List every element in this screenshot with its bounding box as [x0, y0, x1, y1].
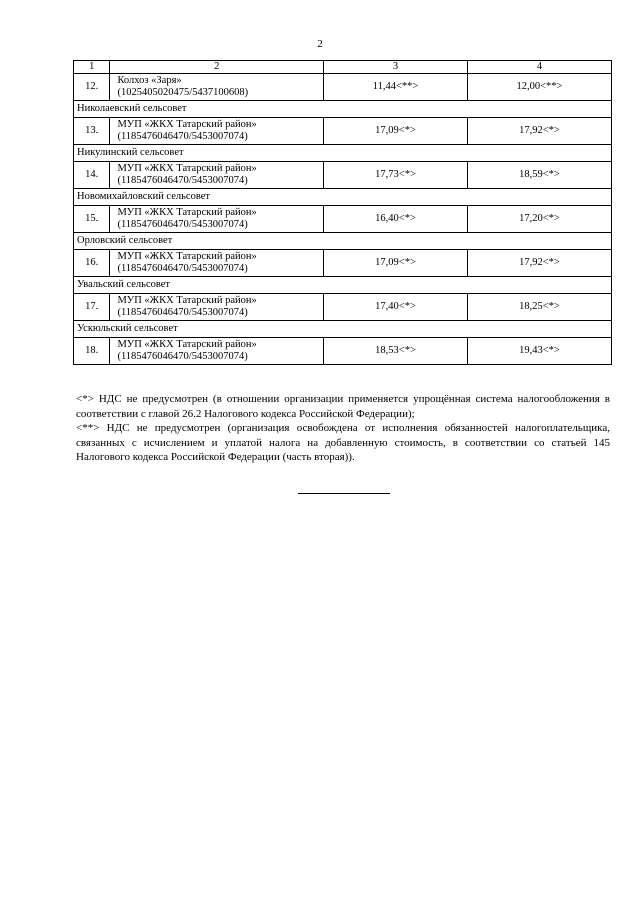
tariff-value-col4: 18,59<*>	[468, 161, 612, 188]
table-row	[74, 293, 612, 320]
row-number: 14.	[74, 161, 110, 188]
table-row	[74, 337, 612, 364]
section-header-row	[74, 276, 612, 293]
tariff-value-col4: 17,92<*>	[468, 117, 612, 144]
row-number: 13.	[74, 117, 110, 144]
table-header-row	[74, 61, 612, 74]
table-row	[74, 117, 612, 144]
footnote-single-star: <*> НДС не предусмотрен (в отношении организации применяется упрощённая система налогообложения в соответствии с главой 26.2 Налогового кодекса Российской Федерации);	[76, 393, 610, 420]
tariff-value-col3: 11,44<**>	[324, 73, 468, 100]
organization-name: Колхоз «Заря»	[117, 75, 182, 86]
section-name: Никулинский сельсовет	[74, 144, 612, 161]
organization-name: МУП «ЖКХ Татарский район»	[117, 339, 257, 350]
table-row	[74, 249, 612, 276]
organization-cell	[110, 205, 324, 232]
header-cell-3: 3	[324, 61, 468, 74]
table-row	[74, 161, 612, 188]
organization-codes: (1185476046470/5453007074)	[117, 218, 248, 230]
tariff-value-col4: 18,25<*>	[468, 293, 612, 320]
organization-codes: (1025405020475/5437100608)	[117, 86, 249, 98]
organization-cell	[110, 117, 324, 144]
organization-codes: (1185476046470/5453007074)	[117, 262, 248, 274]
footnotes	[76, 392, 610, 465]
section-name: Николаевский сельсовет	[74, 100, 612, 117]
tariff-value-col4: 17,20<*>	[468, 205, 612, 232]
tariff-value-col3: 17,09<*>	[324, 117, 468, 144]
organization-codes: (1185476046470/5453007074)	[117, 306, 248, 318]
section-name: Увальский сельсовет	[74, 276, 612, 293]
organization-codes: (1185476046470/5453007074)	[117, 130, 248, 142]
tariff-value-col4: 12,00<**>	[468, 73, 612, 100]
row-number: 15.	[74, 205, 110, 232]
tariff-value-col3: 18,53<*>	[324, 337, 468, 364]
organization-cell	[110, 337, 324, 364]
organization-cell	[110, 73, 324, 100]
tariff-table-body	[74, 61, 612, 365]
row-number: 18.	[74, 337, 110, 364]
section-name: Новомихайловский сельсовет	[74, 188, 612, 205]
footnote-double-star: <**> НДС не предусмотрен (организация освобождена от исполнения обязанностей налогоплательщика, связанных с исчислением и уплатой налога на добавленную стоимость, в соответствии со статьей 145 Налогового кодекса Российской Федерации (часть вторая)).	[76, 422, 610, 463]
tariff-value-col3: 17,73<*>	[324, 161, 468, 188]
section-header-row	[74, 320, 612, 337]
tariff-value-col4: 19,43<*>	[468, 337, 612, 364]
row-number: 12.	[74, 73, 110, 100]
organization-codes: (1185476046470/5453007074)	[117, 174, 248, 186]
organization-cell	[110, 293, 324, 320]
organization-cell	[110, 249, 324, 276]
separator-line	[298, 493, 390, 494]
section-header-row	[74, 188, 612, 205]
section-header-row	[74, 232, 612, 249]
tariff-table	[73, 60, 612, 365]
section-name: Орловский сельсовет	[74, 232, 612, 249]
section-name: Ускюльский сельсовет	[74, 320, 612, 337]
section-header-row	[74, 144, 612, 161]
organization-name: МУП «ЖКХ Татарский район»	[117, 207, 257, 218]
organization-name: МУП «ЖКХ Татарский район»	[117, 295, 257, 306]
header-cell-4: 4	[468, 61, 612, 74]
header-cell-1: 1	[74, 61, 110, 74]
organization-cell	[110, 161, 324, 188]
header-cell-2: 2	[110, 61, 324, 74]
organization-name: МУП «ЖКХ Татарский район»	[117, 163, 257, 174]
tariff-value-col3: 16,40<*>	[324, 205, 468, 232]
tariff-value-col4: 17,92<*>	[468, 249, 612, 276]
tariff-value-col3: 17,09<*>	[324, 249, 468, 276]
organization-name: МУП «ЖКХ Татарский район»	[117, 119, 257, 130]
table-row	[74, 73, 612, 100]
organization-codes: (1185476046470/5453007074)	[117, 350, 248, 362]
table-row	[74, 205, 612, 232]
tariff-value-col3: 17,40<*>	[324, 293, 468, 320]
row-number: 17.	[74, 293, 110, 320]
page-number: 2	[317, 38, 323, 50]
organization-name: МУП «ЖКХ Татарский район»	[117, 251, 257, 262]
row-number: 16.	[74, 249, 110, 276]
section-header-row	[74, 100, 612, 117]
